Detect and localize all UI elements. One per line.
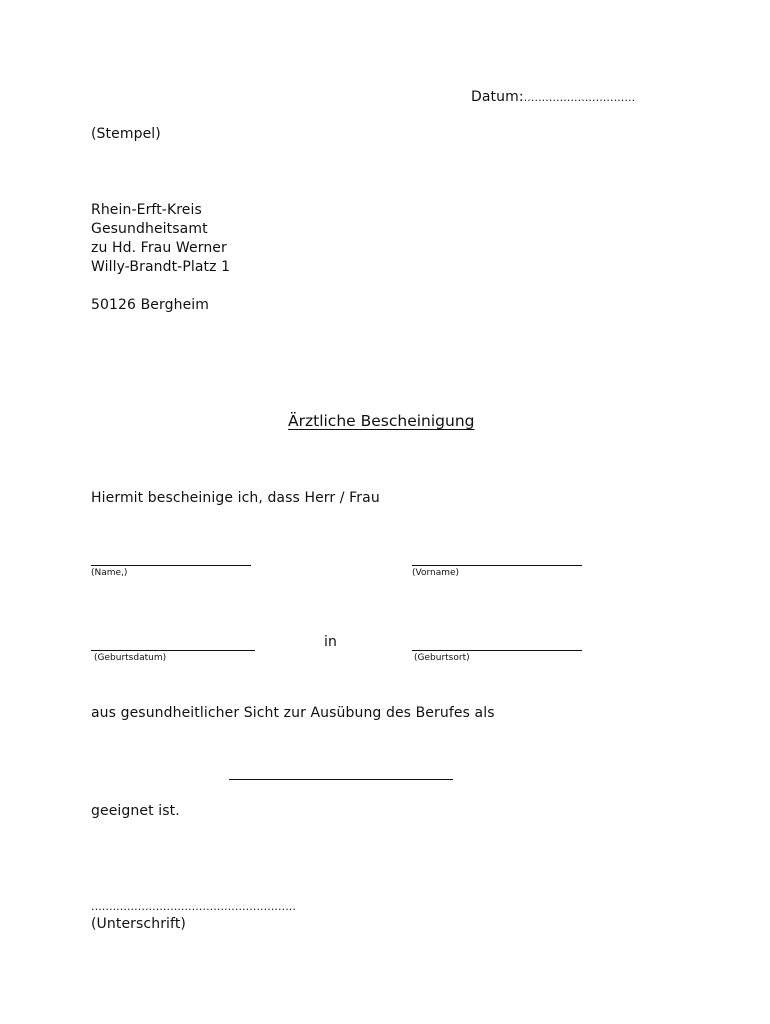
geburtsort-caption: (Geburtsort) [414,653,470,663]
document-title: Ärztliche Bescheinigung [288,412,475,430]
vorname-caption: (Vorname) [412,568,460,578]
closing-text: geeignet ist. [91,803,180,819]
geburtsort-line[interactable] [412,650,582,651]
date-dots: ............................... [523,91,636,104]
address-block [91,201,230,277]
geburtsdatum-line[interactable] [91,650,255,651]
signature-dots[interactable]: ......................................................... [91,900,297,913]
address-city: 50126 Bergheim [91,297,210,313]
address-line: Rhein-Erft-Kreis [91,202,202,218]
vorname-line[interactable] [412,565,582,566]
geburtsdatum-caption: (Geburtsdatum) [94,653,167,663]
beruf-line[interactable] [229,779,453,780]
signature-label: (Unterschrift) [91,916,186,932]
address-line: Willy-Brandt-Platz 1 [91,259,231,275]
in-word: in [324,634,337,650]
intro-text: Hiermit bescheinige ich, dass Herr / Frau [91,490,380,506]
date-field [471,88,635,107]
address-line: zu Hd. Frau Werner [91,240,227,256]
name-caption: (Name,) [91,568,128,578]
address-line: Gesundheitsamt [91,221,208,237]
name-line[interactable] [91,565,251,566]
date-label: Datum: [471,89,524,105]
stamp-label: (Stempel) [91,126,161,142]
statement-text: aus gesundheitlicher Sicht zur Ausübung des Berufes als [91,705,495,721]
